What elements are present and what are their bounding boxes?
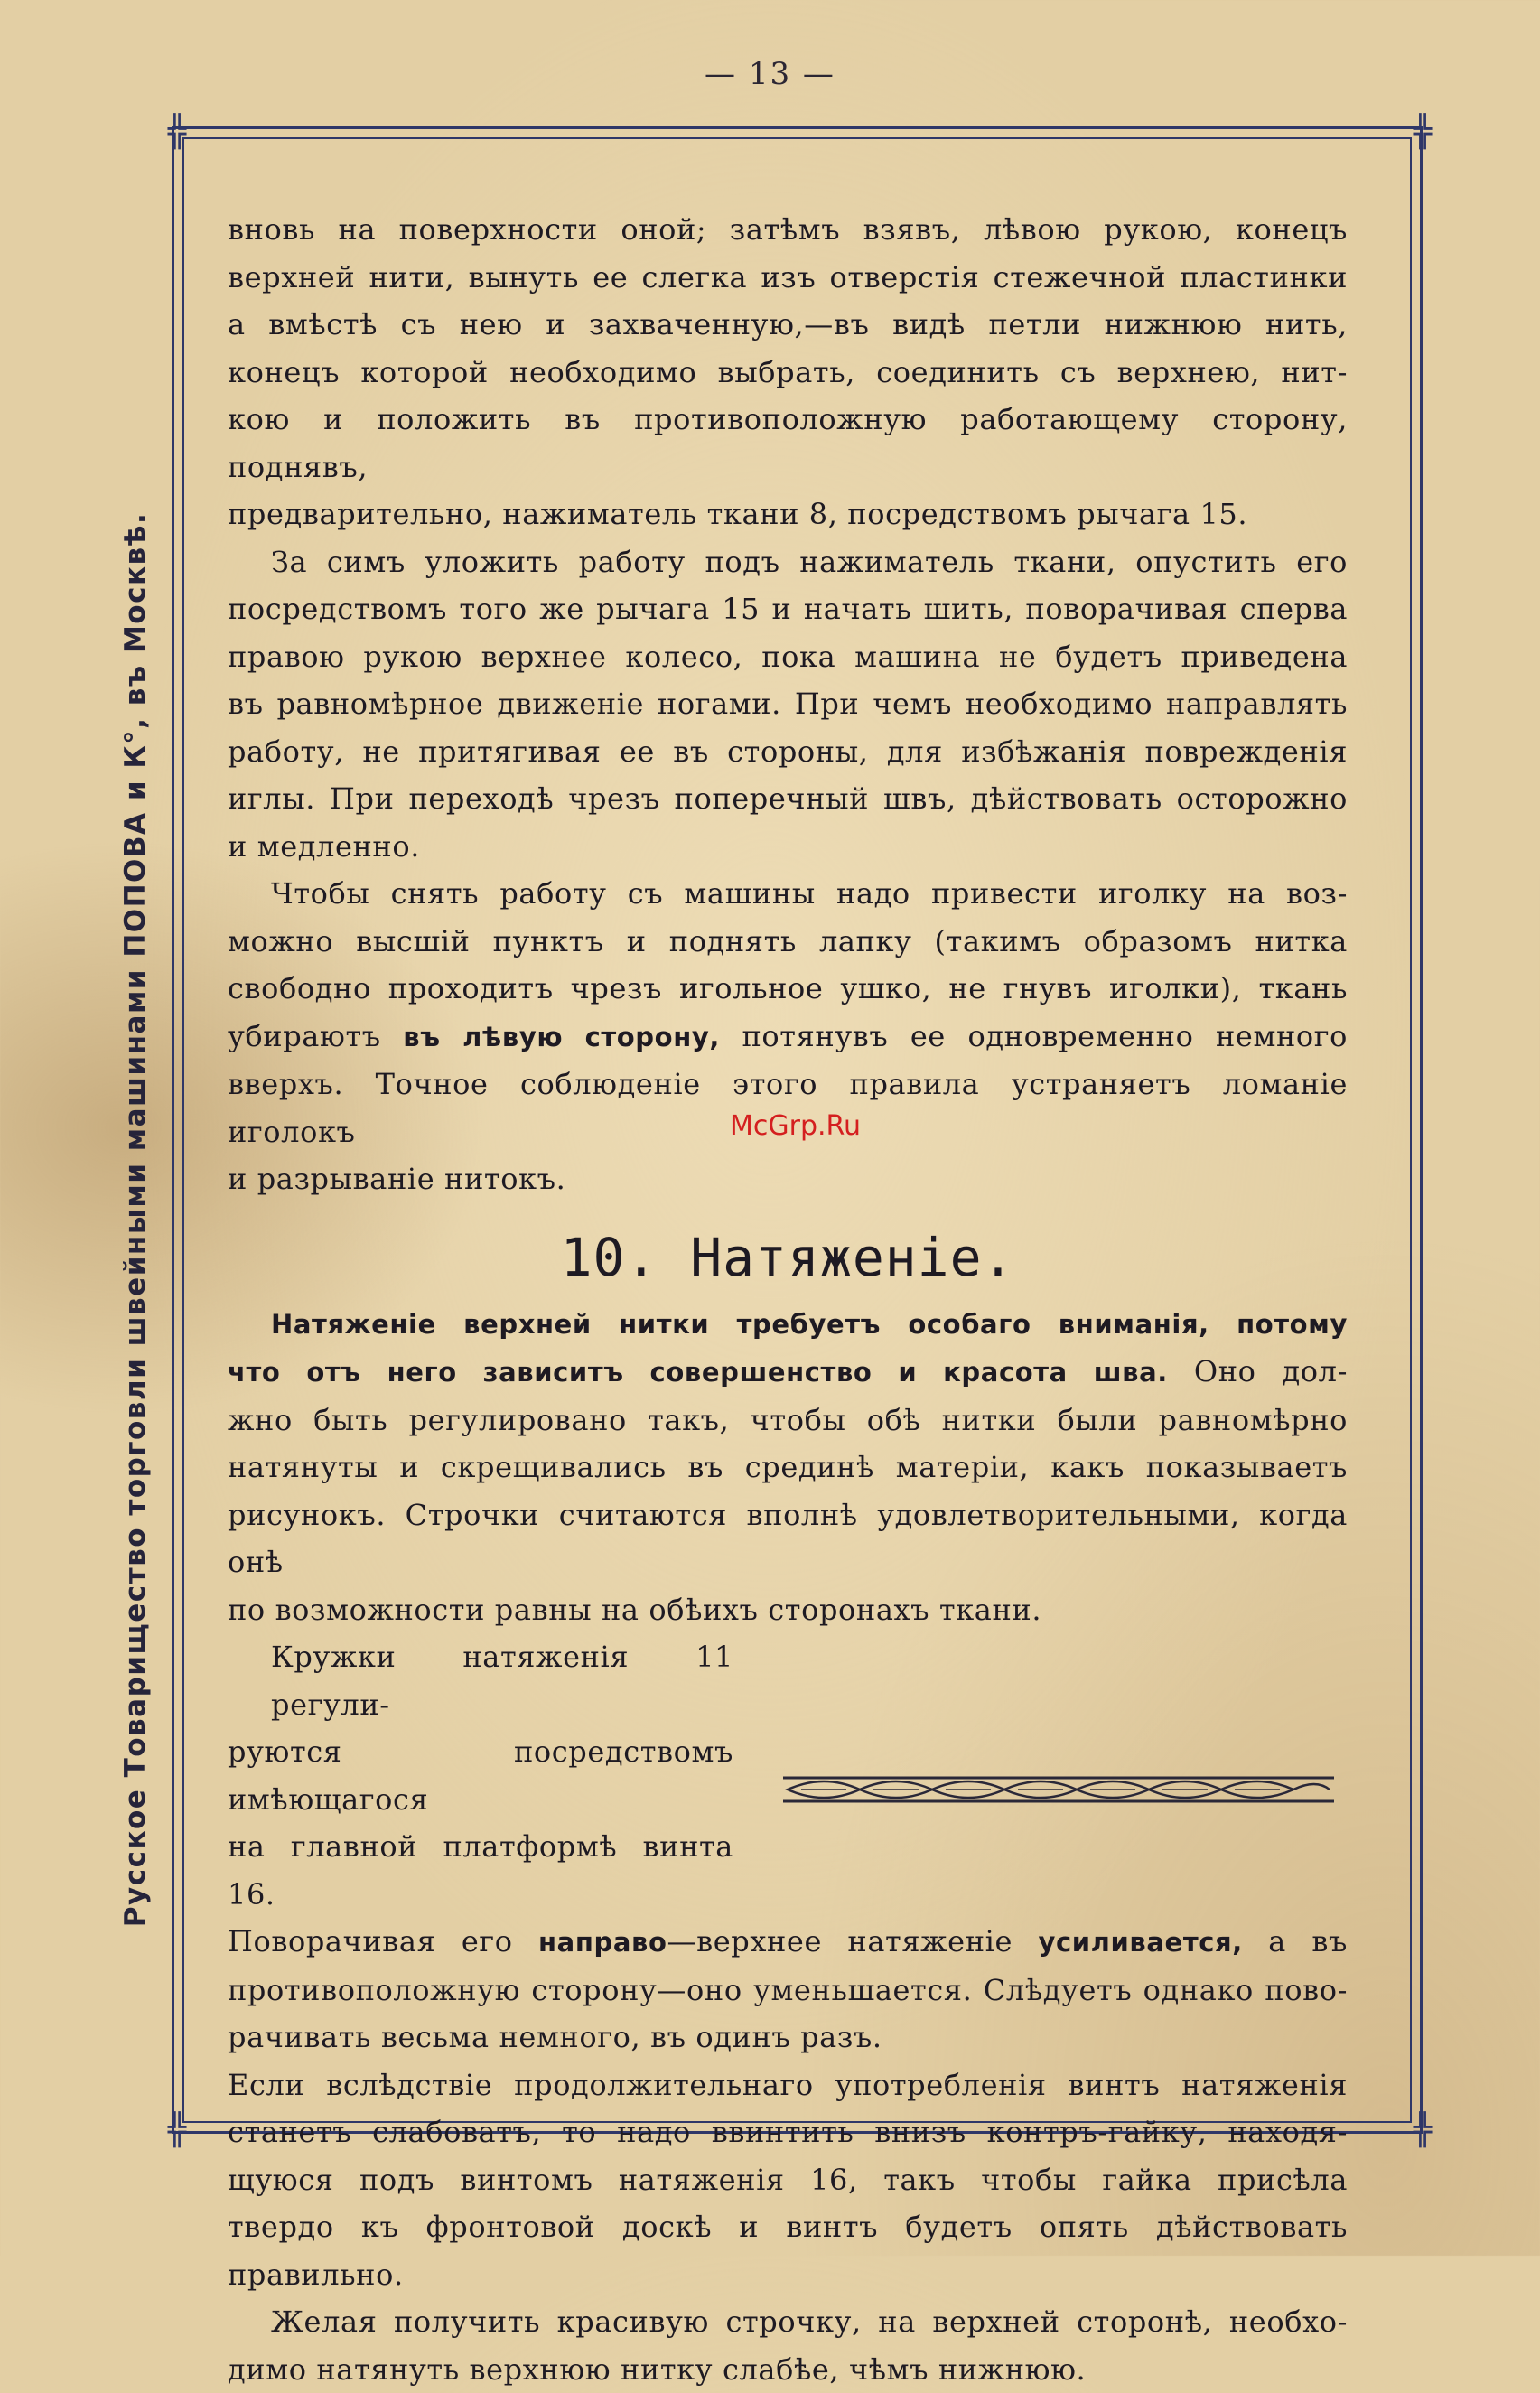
text-line: рачивать весьма немного, въ одинъ разъ. bbox=[228, 2014, 1348, 2061]
text-line: Кружки натяженія 11 регули- bbox=[228, 1633, 733, 1728]
text-line: иглы. При переходѣ чрезъ поперечный швъ, дѣйствовать осторожно bbox=[228, 775, 1348, 823]
paragraph-7 bbox=[228, 2298, 1348, 2393]
text-line: въ равномѣрное движеніе ногами. При чемъ необходимо направлять bbox=[228, 680, 1348, 728]
paragraph-4 bbox=[228, 1301, 1348, 1634]
text-line bbox=[228, 1348, 1348, 1397]
text-line: станетъ слабоватъ, то надо ввинтить внизъ контръ-гайку, находя- bbox=[228, 2108, 1348, 2156]
stitch-diagram bbox=[783, 1770, 1334, 1809]
side-publisher-text: Русское Товарищество торговли швейными машинами ПОПОВА и К°, въ Москвѣ. bbox=[119, 512, 152, 1927]
text-fragment: Поворачивая его bbox=[228, 1924, 538, 1958]
text-line: противоположную сторону—оно уменьшается. Слѣдуетъ однако пово- bbox=[228, 1967, 1348, 2014]
text-line: вновь на поверхности оной; затѣмъ взявъ, лѣвою рукою, конецъ bbox=[228, 206, 1348, 254]
page-number: — 13 — bbox=[0, 56, 1540, 92]
text-line: жно быть регулировано такъ, чтобы обѣ нитки были равномѣрно bbox=[228, 1397, 1348, 1444]
text-line: Если вслѣдствіе продолжительнаго употребленія винтъ натяженія bbox=[228, 2061, 1348, 2109]
text-line: вверхъ. Точное соблюденіе этого правила устраняетъ ломаніе иголокъ bbox=[228, 1061, 1348, 1155]
corner-ornament-icon: ╬ bbox=[161, 2114, 193, 2146]
text-line: щуюся подъ винтомъ натяженія 16, такъ чтобы гайка присѣла bbox=[228, 2156, 1348, 2204]
text-line: по возможности равны на обѣихъ сторонахъ ткани. bbox=[228, 1586, 1348, 1634]
watermark-text: McGrp.Ru bbox=[730, 1110, 861, 1142]
emphasis-text: направо bbox=[538, 1927, 667, 1958]
text-line: конецъ которой необходимо выбрать, соединить съ верхнею, нит- bbox=[228, 349, 1348, 397]
text-line: рисунокъ. Строчки считаются вполнѣ удовлетворительными, когда онѣ bbox=[228, 1491, 1348, 1586]
text-line bbox=[228, 1918, 1348, 1967]
emphasis-text: что отъ него зависитъ совершенство и красота шва. bbox=[228, 1357, 1168, 1388]
text-line: предварительно, нажиматель ткани 8, посредствомъ рычага 15. bbox=[228, 491, 1348, 538]
paragraph-6 bbox=[228, 2061, 1348, 2299]
text-fragment: а въ bbox=[1243, 1924, 1348, 1958]
paragraph-5 bbox=[228, 1918, 1348, 2061]
section-heading: 10. Натяженіе. bbox=[228, 1221, 1348, 1294]
text-fragment: убираютъ bbox=[228, 1019, 403, 1053]
corner-ornament-icon: ╬ bbox=[161, 116, 193, 148]
stitch-figure-row bbox=[228, 1633, 1348, 1918]
text-fragment: Оно дол- bbox=[1168, 1354, 1348, 1388]
text-line: и медленно. bbox=[228, 823, 1348, 871]
text-line: правою рукою верхнее колесо, пока машина не будетъ приведена bbox=[228, 633, 1348, 681]
text-line: верхней нити, вынуть ее слегка изъ отверстія стежечной пластинки bbox=[228, 254, 1348, 302]
text-line: Чтобы снять работу съ машины надо привести иголку на воз- bbox=[228, 870, 1348, 918]
text-line: Натяженіе верхней нитки требуетъ особаго вниманія, потому bbox=[228, 1301, 1348, 1349]
text-line: а вмѣстѣ съ нею и захваченную,—въ видѣ петли нижнюю нить, bbox=[228, 301, 1348, 349]
corner-ornament-icon: ╬ bbox=[1406, 116, 1439, 148]
text-line: работу, не притягивая ее въ стороны, для избѣжанія поврежденія bbox=[228, 728, 1348, 776]
text-line: твердо къ фронтовой доскѣ и винтъ будетъ опять дѣйствовать bbox=[228, 2203, 1348, 2251]
text-line: правильно. bbox=[228, 2251, 1348, 2299]
text-fragment: —верхнее натяженіе bbox=[667, 1924, 1039, 1958]
text-line: кою и положить въ противоположную работающему сторону, поднявъ, bbox=[228, 396, 1348, 491]
text-line: натянуты и скрещивались въ срединѣ матеріи, какъ показываетъ bbox=[228, 1444, 1348, 1491]
text-line: свободно проходитъ чрезъ игольное ушко, не гнувъ иголки), ткань bbox=[228, 965, 1348, 1013]
emphasis-text: въ лѣвую сторону, bbox=[403, 1022, 720, 1052]
page-body bbox=[228, 206, 1348, 2393]
text-line: За симъ уложить работу подъ нажиматель ткани, опустить его bbox=[228, 538, 1348, 586]
emphasis-text: усиливается, bbox=[1038, 1927, 1242, 1958]
text-line bbox=[228, 1013, 1348, 1061]
text-line: Желая получить красивую строчку, на верхней сторонѣ, необхо- bbox=[228, 2298, 1348, 2346]
text-line: димо натянуть верхнюю нитку слабѣе, чѣмъ нижнюю. bbox=[228, 2346, 1348, 2393]
paragraph-2 bbox=[228, 538, 1348, 871]
text-line: можно высшій пунктъ и поднять лапку (такимъ образомъ нитка bbox=[228, 918, 1348, 966]
text-fragment: потянувъ ее одновременно немного bbox=[720, 1019, 1348, 1053]
text-line: и разрываніе нитокъ. bbox=[228, 1155, 1348, 1203]
text-line: руются посредствомъ имѣющагося bbox=[228, 1728, 733, 1823]
paragraph-3 bbox=[228, 870, 1348, 1203]
text-line: посредствомъ того же рычага 15 и начать шить, поворачивая сперва bbox=[228, 585, 1348, 633]
text-line: на главной платформѣ винта 16. bbox=[228, 1823, 733, 1918]
figure-side-text bbox=[228, 1633, 733, 1918]
corner-ornament-icon: ╬ bbox=[1406, 2114, 1439, 2146]
paragraph-1 bbox=[228, 206, 1348, 538]
